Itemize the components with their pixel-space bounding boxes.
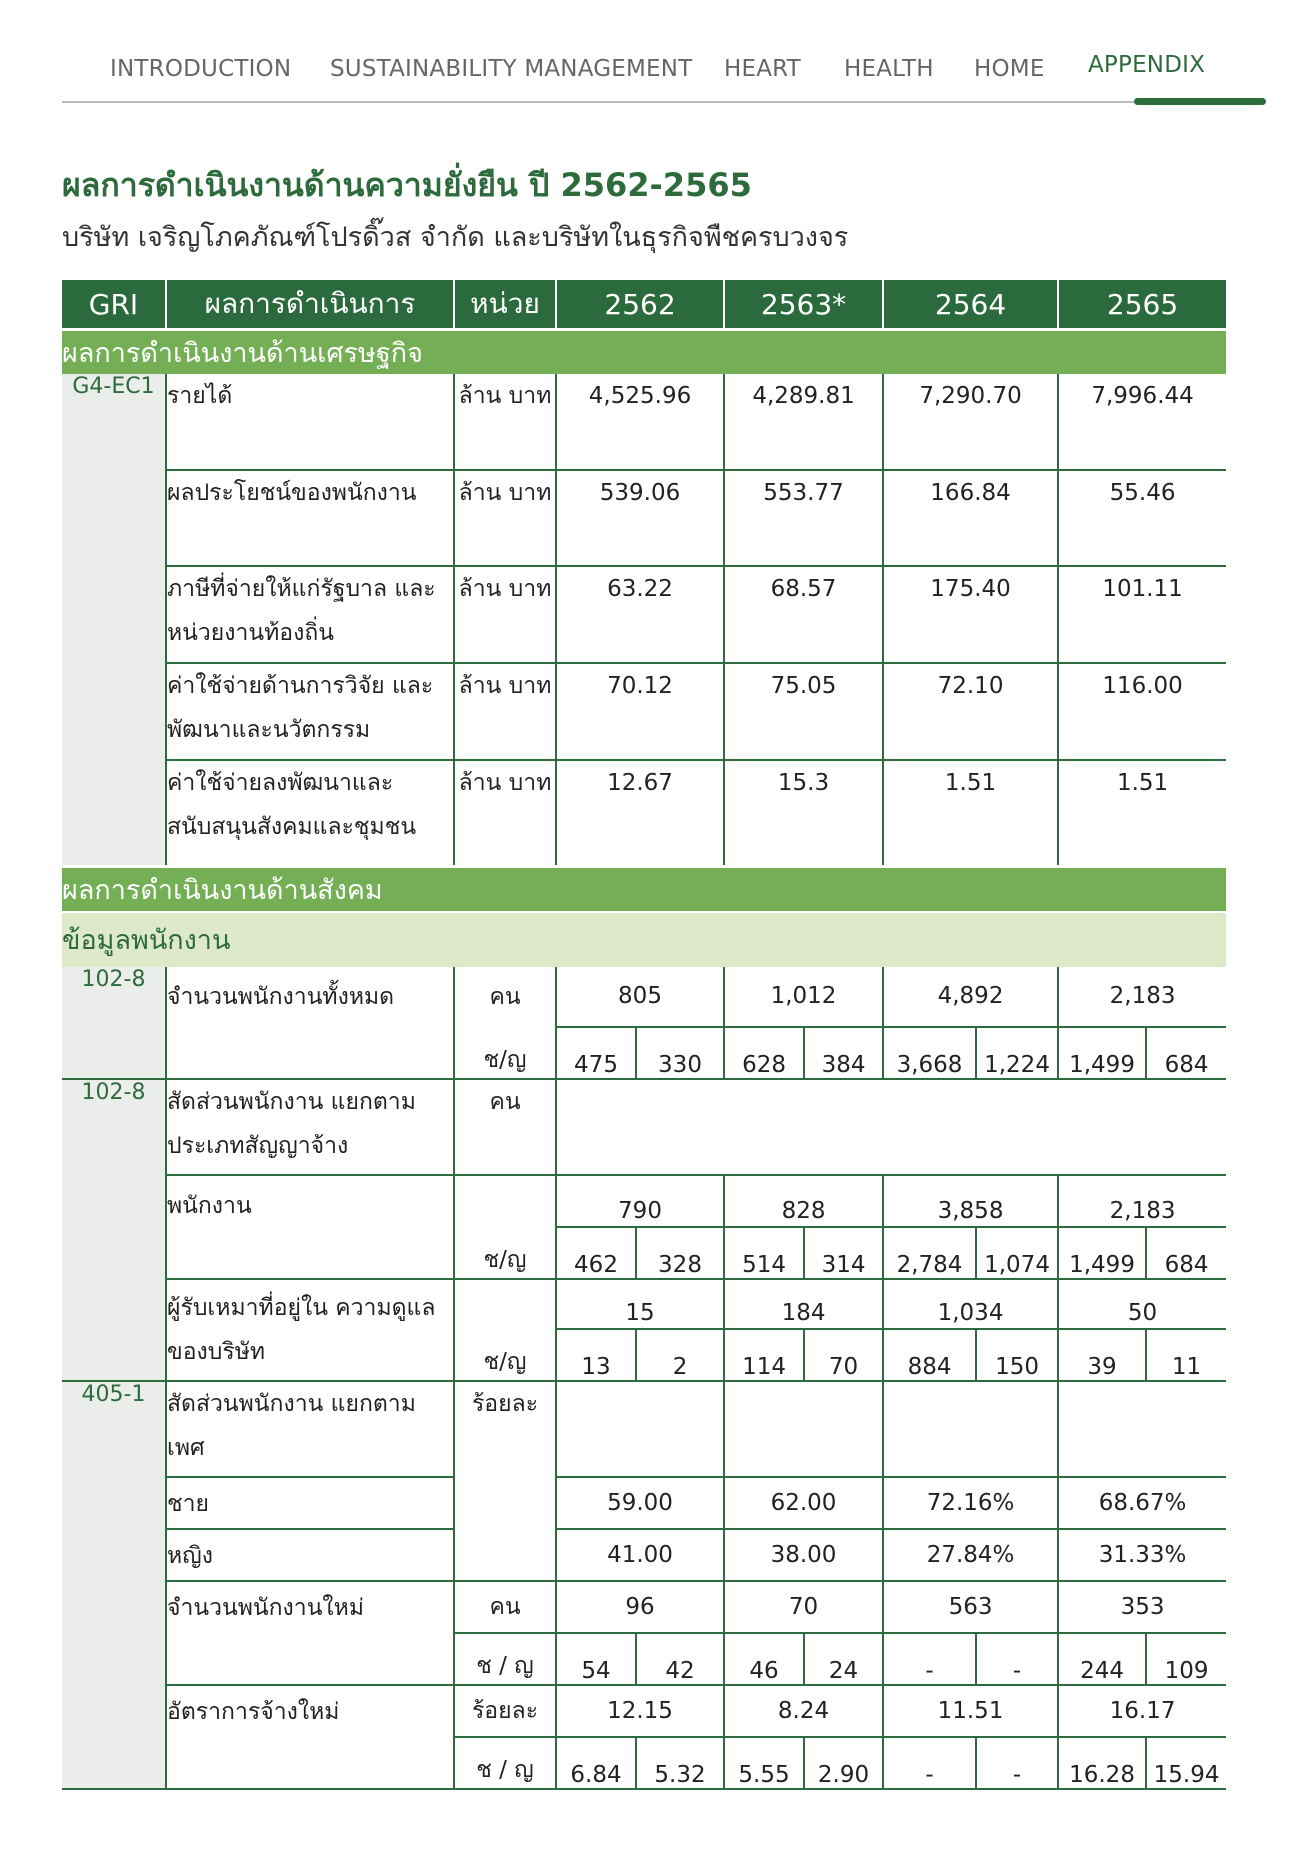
value-2564: 7,290.70 (883, 374, 1058, 470)
row-unit: ล้าน บาท (454, 566, 556, 663)
value-2564: 72.16% (883, 1477, 1058, 1529)
row-item: สัดส่วนพนักงาน แยกตามเพศ (166, 1381, 454, 1477)
row-item: สัดส่วนพนักงาน แยกตามประเภทสัญญาจ้าง (166, 1079, 454, 1175)
value-2565: 101.11 (1058, 566, 1226, 663)
row-item: ค่าใช้จ่ายลงพัฒนาและ สนับสนุนสังคมและชุมชน (166, 760, 454, 866)
value-2564: 1.51 (883, 760, 1058, 866)
male-2564: 884 (883, 1329, 976, 1381)
female-2564: 150 (976, 1329, 1058, 1381)
male-2562: 54 (556, 1633, 636, 1685)
value-2562: 805 (556, 967, 724, 1027)
subsection-employee-data (62, 912, 1226, 967)
value-2564: 72.10 (883, 663, 1058, 760)
male-2563: 114 (724, 1329, 804, 1381)
split-unit: ช/ญ (454, 1329, 556, 1381)
male-2565: 1,499 (1058, 1027, 1146, 1079)
empty-value (724, 1381, 883, 1477)
nav-introduction[interactable]: INTRODUCTION (110, 56, 292, 82)
value-2562: 59.00 (556, 1477, 724, 1529)
value-2562: 790 (556, 1175, 724, 1227)
female-2564: 1,074 (976, 1227, 1058, 1279)
value-2562: 539.06 (556, 470, 724, 566)
header-year-2564: 2564 (883, 280, 1058, 330)
male-2562: 462 (556, 1227, 636, 1279)
value-2565: 31.33% (1058, 1529, 1226, 1581)
male-2562: 6.84 (556, 1737, 636, 1789)
split-unit: ช / ญ (454, 1633, 556, 1685)
value-2562: 12.15 (556, 1685, 724, 1737)
header-gri: GRI (62, 280, 166, 330)
value-2565: 55.46 (1058, 470, 1226, 566)
section-social (62, 866, 1226, 912)
female-2563: 314 (804, 1227, 883, 1279)
empty-value (1058, 1381, 1226, 1477)
male-2564: - (883, 1633, 976, 1685)
value-2563: 184 (724, 1279, 883, 1329)
male-2565: 1,499 (1058, 1227, 1146, 1279)
male-2563: 514 (724, 1227, 804, 1279)
row-unit: ร้อยละ (454, 1685, 556, 1737)
value-2563: 828 (724, 1175, 883, 1227)
value-2563: 553.77 (724, 470, 883, 566)
empty-value (556, 1381, 724, 1477)
row-item: ภาษีที่จ่ายให้แก่รัฐบาล และหน่วยงานท้องถิ่น (166, 566, 454, 663)
male-2563: 46 (724, 1633, 804, 1685)
value-2564: 3,858 (883, 1175, 1058, 1227)
empty-value (883, 1381, 1058, 1477)
value-2565: 16.17 (1058, 1685, 1226, 1737)
male-2563: 628 (724, 1027, 804, 1079)
nav-home[interactable]: HOME (974, 56, 1045, 82)
male-2564: - (883, 1737, 976, 1789)
value-2563: 1,012 (724, 967, 883, 1027)
nav-heart[interactable]: HEART (724, 56, 801, 82)
value-2563: 68.57 (724, 566, 883, 663)
header-year-2565: 2565 (1058, 280, 1226, 330)
row-item: หญิง (166, 1529, 454, 1581)
female-2562: 330 (636, 1027, 724, 1079)
table-row (62, 1381, 1226, 1477)
value-2563: 75.05 (724, 663, 883, 760)
table-row (62, 1175, 1226, 1227)
row-unit: คน (454, 967, 556, 1027)
table-row (62, 967, 1226, 1027)
value-2563: 70 (724, 1581, 883, 1633)
row-unit: ร้อยละ (454, 1381, 556, 1581)
female-2563: 2.90 (804, 1737, 883, 1789)
row-unit: ล้าน บาท (454, 663, 556, 760)
split-unit: ช/ญ (454, 1227, 556, 1279)
table-row (62, 1477, 1226, 1529)
value-2562: 4,525.96 (556, 374, 724, 470)
value-2564: 27.84% (883, 1529, 1058, 1581)
value-2564: 166.84 (883, 470, 1058, 566)
table-row (62, 760, 1226, 866)
male-2563: 5.55 (724, 1737, 804, 1789)
nav-appendix[interactable]: APPENDIX (1088, 52, 1206, 78)
value-2564: 4,892 (883, 967, 1058, 1027)
value-2565: 50 (1058, 1279, 1226, 1329)
value-2564: 1,034 (883, 1279, 1058, 1329)
female-2564: - (976, 1737, 1058, 1789)
value-2564: 11.51 (883, 1685, 1058, 1737)
male-2562: 13 (556, 1329, 636, 1381)
row-item: ค่าใช้จ่ายด้านการวิจัย และพัฒนาและนวัตกรรม (166, 663, 454, 760)
female-2565: 109 (1146, 1633, 1226, 1685)
nav-active-indicator (1134, 98, 1266, 105)
row-unit: ล้าน บาท (454, 760, 556, 866)
row-item: ผลประโยชน์ของพนักงาน (166, 470, 454, 566)
value-2562: 63.22 (556, 566, 724, 663)
table-row (62, 470, 1226, 566)
female-2565: 11 (1146, 1329, 1226, 1381)
row-item: ชาย (166, 1477, 454, 1529)
female-2565: 684 (1146, 1227, 1226, 1279)
row-item: จำนวนพนักงานใหม่ (166, 1581, 454, 1685)
sustainability-performance-table (62, 280, 1226, 1790)
row-item: จำนวนพนักงานทั้งหมด (166, 967, 454, 1079)
value-2563: 62.00 (724, 1477, 883, 1529)
value-2562: 70.12 (556, 663, 724, 760)
value-2565: 2,183 (1058, 1175, 1226, 1227)
table-row (62, 663, 1226, 760)
value-2565: 68.67% (1058, 1477, 1226, 1529)
gri-code: 102-8 (62, 1079, 166, 1381)
value-2565: 116.00 (1058, 663, 1226, 760)
nav-health[interactable]: HEALTH (844, 56, 934, 82)
value-2565: 2,183 (1058, 967, 1226, 1027)
section-title: ผลการดำเนินงานด้านเศรษฐกิจ (62, 330, 1226, 375)
empty-values (556, 1079, 1226, 1175)
table-row (62, 374, 1226, 470)
table-row (62, 1685, 1226, 1737)
female-2563: 384 (804, 1027, 883, 1079)
row-unit: คน (454, 1581, 556, 1633)
female-2563: 24 (804, 1633, 883, 1685)
row-item: พนักงาน (166, 1175, 454, 1279)
male-2564: 3,668 (883, 1027, 976, 1079)
value-2562: 41.00 (556, 1529, 724, 1581)
value-2565: 1.51 (1058, 760, 1226, 866)
male-2562: 475 (556, 1027, 636, 1079)
female-2565: 684 (1146, 1027, 1226, 1079)
header-year-2562: 2562 (556, 280, 724, 330)
value-2563: 38.00 (724, 1529, 883, 1581)
gri-code: G4-EC1 (62, 374, 166, 866)
male-2565: 244 (1058, 1633, 1146, 1685)
section-title: ผลการดำเนินงานด้านสังคม (62, 866, 1226, 912)
table-row (62, 1581, 1226, 1633)
value-2562: 15 (556, 1279, 724, 1329)
value-2563: 8.24 (724, 1685, 883, 1737)
female-2564: 1,224 (976, 1027, 1058, 1079)
header-year-2563: 2563* (724, 280, 883, 330)
female-2563: 70 (804, 1329, 883, 1381)
header-unit: หน่วย (454, 280, 556, 330)
male-2564: 2,784 (883, 1227, 976, 1279)
row-item: อัตราการจ้างใหม่ (166, 1685, 454, 1789)
page-title: ผลการดำเนินงานด้านความยั่งยืน ปี 2562-2565 (62, 166, 752, 204)
top-navigation (62, 0, 1226, 106)
page-subtitle: บริษัท เจริญโภคภัณฑ์โปรดิ๊วส จำกัด และบริษัทในธุรกิจพืชครบวงจร (62, 222, 849, 253)
row-item: รายได้ (166, 374, 454, 470)
nav-divider (62, 101, 1226, 103)
table-row (62, 1079, 1226, 1175)
male-2565: 39 (1058, 1329, 1146, 1381)
row-unit: ล้าน บาท (454, 374, 556, 470)
table-row (62, 1529, 1226, 1581)
gri-code: 102-8 (62, 967, 166, 1079)
female-2562: 2 (636, 1329, 724, 1381)
value-2562: 96 (556, 1581, 724, 1633)
row-unit: ล้าน บาท (454, 470, 556, 566)
row-unit-empty (454, 1279, 556, 1329)
table-row (62, 566, 1226, 663)
table-row (62, 1279, 1226, 1329)
female-2562: 328 (636, 1227, 724, 1279)
male-2565: 16.28 (1058, 1737, 1146, 1789)
row-unit: คน (454, 1079, 556, 1175)
value-2563: 4,289.81 (724, 374, 883, 470)
nav-sustainability-management[interactable]: SUSTAINABILITY MANAGEMENT (330, 56, 693, 82)
value-2562: 12.67 (556, 760, 724, 866)
subsection-title: ข้อมูลพนักงาน (62, 912, 1226, 967)
female-2562: 5.32 (636, 1737, 724, 1789)
value-2564: 175.40 (883, 566, 1058, 663)
row-unit-empty (454, 1175, 556, 1227)
table-header-row (62, 280, 1226, 330)
row-item: ผู้รับเหมาที่อยู่ใน ความดูแลของบริษัท (166, 1279, 454, 1381)
female-2562: 42 (636, 1633, 724, 1685)
value-2564: 563 (883, 1581, 1058, 1633)
value-2565: 353 (1058, 1581, 1226, 1633)
female-2565: 15.94 (1146, 1737, 1226, 1789)
female-2564: - (976, 1633, 1058, 1685)
value-2563: 15.3 (724, 760, 883, 866)
split-unit: ช / ญ (454, 1737, 556, 1789)
gri-code: 405-1 (62, 1381, 166, 1789)
split-unit: ช/ญ (454, 1027, 556, 1079)
header-performance: ผลการดำเนินการ (166, 280, 454, 330)
section-economic (62, 330, 1226, 375)
value-2565: 7,996.44 (1058, 374, 1226, 470)
